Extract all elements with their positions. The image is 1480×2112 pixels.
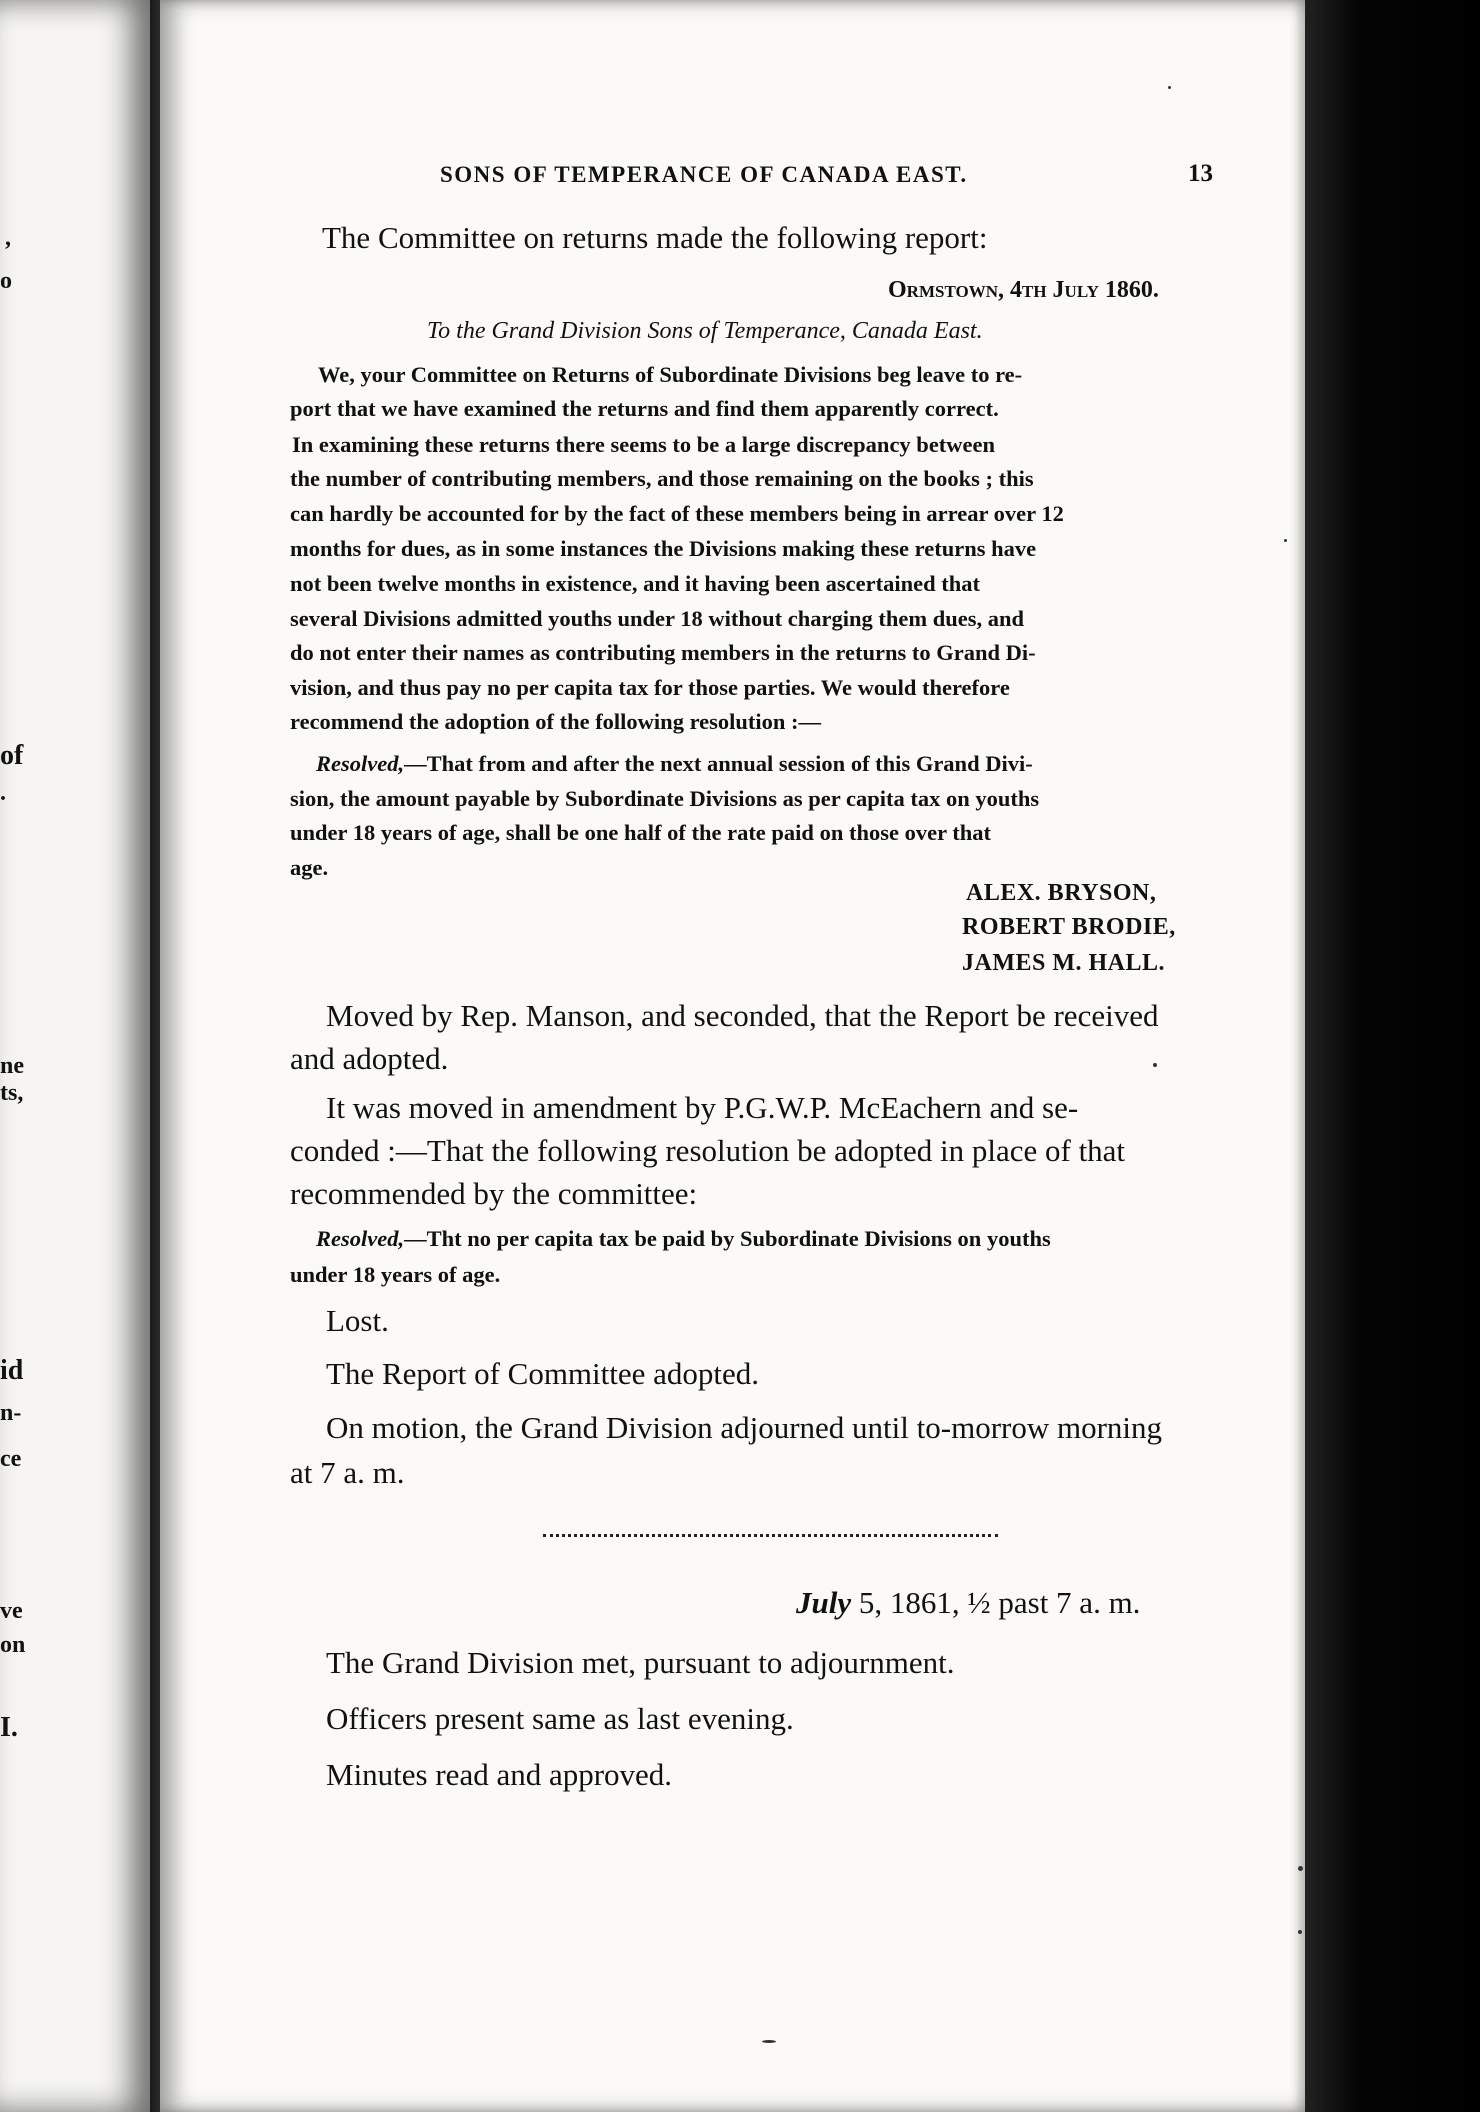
section-divider — [543, 1534, 998, 1537]
report-line: not been twelve months in existence, and it having been ascertained that — [290, 571, 980, 596]
minutes-line: Minutes read and approved. — [326, 1757, 673, 1792]
resolution-line: age. — [290, 855, 329, 880]
report-line: We, your Committee on Returns of Subordinate Divisions beg leave to re- — [318, 362, 1023, 387]
motion-line: Moved by Rep. Manson, and seconded, that the Report be received — [326, 998, 1159, 1033]
report-line: In examining these returns there seems to be a large discrepancy between — [292, 432, 996, 457]
resolution-label: Resolved, — [316, 751, 405, 776]
officers-line: Officers present same as last evening. — [326, 1701, 794, 1736]
met-line: The Grand Division met, pursuant to adjournment. — [326, 1645, 955, 1680]
resolution-text: —That from and after the next annual session of this Grand Divi- — [404, 751, 1033, 776]
scan-speck — [1298, 1930, 1302, 1934]
resolution-line — [316, 751, 1033, 777]
scan-speck — [1153, 1063, 1157, 1067]
resolution-label: Resolved, — [316, 1226, 405, 1251]
amendment-line: recommended by the committee: — [290, 1176, 698, 1211]
signatory: ALEX. BRYSON, — [966, 880, 1157, 906]
left-fragment: I. — [0, 1712, 18, 1743]
left-fragment: ne — [0, 1053, 24, 1079]
left-page-edge — [0, 0, 150, 2112]
left-fragment: n- — [0, 1400, 22, 1426]
left-fragment: , — [5, 225, 11, 251]
left-fragment: o — [0, 268, 12, 294]
report-dateline: Ormstown, 4th July 1860. — [888, 277, 1159, 303]
report-line: months for dues, as in some instances the Divisions making these returns have — [290, 536, 1037, 561]
resolution-line: sion, the amount payable by Subordinate Divisions as per capita tax on youths — [290, 786, 1040, 811]
adjourn-line: On motion, the Grand Division adjourned until to-morrow morning — [326, 1410, 1163, 1445]
scan-speck — [1298, 1866, 1303, 1871]
resolution-line — [316, 1226, 1051, 1252]
resolution-line: under 18 years of age. — [290, 1262, 501, 1287]
report-line: vision, and thus pay no per capita tax for those parties. We would therefore — [290, 675, 1010, 700]
report-line: several Divisions admitted youths under 18 without charging them dues, and — [290, 606, 1025, 631]
right-page-edge — [1305, 0, 1480, 2112]
page-number: 13 — [1188, 160, 1213, 187]
left-fragment: . — [0, 780, 6, 806]
session-date-month: July — [796, 1585, 852, 1620]
report-line: recommend the adoption of the following resolution :— — [290, 709, 822, 734]
signatory: ROBERT BRODIE, — [962, 914, 1176, 940]
adjourn-line: at 7 a. m. — [290, 1455, 405, 1490]
amendment-line: It was moved in amendment by P.G.W.P. McEachern and se- — [326, 1090, 1079, 1125]
report-line: port that we have examined the returns and find them apparently correct. — [290, 396, 999, 421]
report-line: the number of contributing members, and those remaining on the books ; this — [290, 466, 1034, 491]
committee-intro: The Committee on returns made the following report: — [322, 220, 988, 255]
scan-speck — [1284, 539, 1287, 542]
session-date — [796, 1585, 1140, 1621]
report-line: can hardly be accounted for by the fact of these members being in arrear over 12 — [290, 501, 1064, 526]
lost-result: Lost. — [326, 1303, 389, 1338]
running-head: SONS OF TEMPERANCE OF CANADA EAST. — [440, 162, 968, 187]
resolution-text: —Tht no per capita tax be paid by Subordinate Divisions on youths — [404, 1226, 1051, 1251]
report-address: To the Grand Division Sons of Temperance, Canada East. — [427, 318, 983, 344]
left-fragment: ve — [0, 1598, 23, 1624]
left-fragment: id — [0, 1355, 24, 1386]
motion-line: and adopted. — [290, 1041, 449, 1076]
report-adopted: The Report of Committee adopted. — [326, 1356, 760, 1391]
left-fragment: ts, — [0, 1080, 24, 1106]
session-date-rest: 5, 1861, ½ past 7 a. m. — [858, 1585, 1141, 1620]
amendment-line: conded :—That the following resolution be adopted in place of that — [290, 1133, 1126, 1168]
left-fragment: ce — [0, 1446, 22, 1472]
signatory: JAMES M. HALL. — [962, 950, 1166, 976]
left-fragment: on — [0, 1632, 26, 1658]
resolution-line: under 18 years of age, shall be one half of the rate paid on those over that — [290, 820, 992, 845]
left-fragment: of — [0, 740, 24, 771]
report-line: do not enter their names as contributing members in the returns to Grand Di- — [290, 640, 1036, 665]
scan-speck — [1168, 86, 1171, 89]
scan-speck — [762, 2040, 776, 2043]
